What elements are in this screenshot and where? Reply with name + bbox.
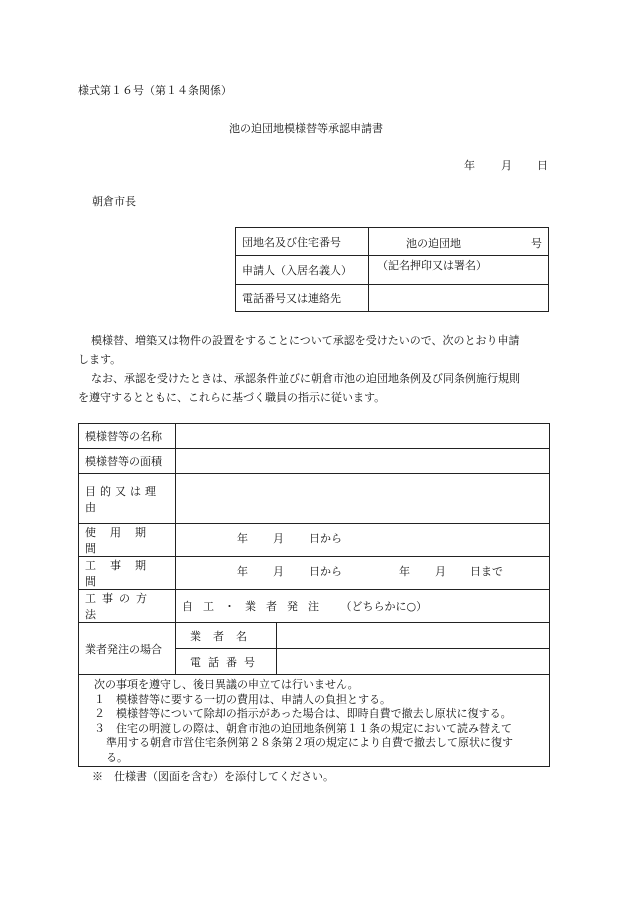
usage-period-field[interactable]: [176, 524, 550, 557]
alteration-area-field[interactable]: [176, 449, 550, 474]
work-end-month: 月: [435, 565, 446, 578]
alteration-name-field[interactable]: [176, 424, 550, 449]
purpose-field[interactable]: [176, 474, 550, 524]
label-contractor-case: 業者発注の場合: [79, 623, 176, 675]
label-work-method: 工事の方法: [79, 590, 176, 623]
date-day: 日: [537, 159, 548, 172]
label-work-period: 工事期間: [79, 557, 176, 590]
work-method-options: 自工・業者発注: [182, 600, 329, 613]
contractor-phone-field[interactable]: [277, 649, 550, 675]
condition-3-line-2: 準用する朝倉市営住宅条例第２８条第２項の規定により自費で撤去して原状に復す: [106, 736, 513, 749]
work-start-month: 月: [273, 565, 284, 578]
seal-signature-note: （記名押印又は署名）: [377, 259, 487, 272]
usage-month: 月: [273, 532, 284, 545]
usage-year: 年: [237, 532, 248, 545]
body-paragraph-1-line-1: 模様替、増築又は物件の設置をすることについて承認を受けたいので、次のとおり申請: [91, 334, 520, 347]
main-table: [78, 423, 550, 767]
work-period-field[interactable]: [176, 557, 550, 590]
label-alteration-name: 模様替等の名称: [79, 424, 176, 449]
work-start-day: 日から: [309, 565, 342, 578]
label-purpose: 目的又は理由: [79, 474, 176, 524]
label-contact: 電話番号又は連絡先: [236, 285, 369, 312]
condition-2: ２ 模様替等について除却の指示があった場合は、即時自費で撤去し原状に復する。: [94, 707, 512, 720]
work-end-day: 日まで: [470, 565, 503, 578]
label-contractor-phone: 電話番号: [176, 649, 277, 675]
complex-name: 池の迫団地: [406, 237, 461, 250]
conditions-box: [79, 675, 550, 767]
house-number-suffix: 号: [531, 237, 542, 250]
work-start-year: 年: [237, 565, 248, 578]
contact-field[interactable]: [369, 285, 549, 312]
complex-house-number-field[interactable]: [369, 228, 549, 256]
document-title: 池の迫団地模様替等承認申請書: [229, 122, 383, 135]
work-method-field[interactable]: [176, 590, 550, 623]
label-applicant: 申請人（入居名義人）: [236, 256, 369, 285]
applicant-table: [235, 227, 549, 312]
condition-3-line-3: る。: [106, 750, 128, 764]
usage-day-from: 日から: [309, 532, 342, 545]
form-number: 様式第１６号（第１４条関係）: [78, 84, 232, 97]
condition-3-line-1: ３ 住宅の明渡しの際は、朝倉市池の迫団地条例第１１条の規定において読み替えて: [94, 721, 512, 735]
work-end-year: 年: [399, 565, 410, 578]
applicant-field[interactable]: [369, 256, 549, 285]
contractor-name-field[interactable]: [277, 623, 550, 649]
date-month: 月: [501, 159, 512, 172]
label-usage-period: 使用期間: [79, 524, 176, 557]
condition-1: １ 模様替等に要する一切の費用は、申請人の負担とする。: [94, 692, 391, 706]
footnote: ※ 仕様書（図面を含む）を添付してください。: [92, 770, 334, 783]
body-paragraph-1-line-2: します。: [78, 353, 122, 366]
date-year: 年: [464, 159, 475, 172]
work-method-note: （どちらかに○）: [340, 600, 428, 613]
body-paragraph-2-line-2: を遵守するとともに、これらに基づく職員の指示に従います。: [78, 391, 386, 404]
label-complex-house-number: 団地名及び住宅番号: [236, 228, 369, 256]
label-alteration-area: 模様替等の面積: [79, 449, 176, 474]
addressee: 朝倉市長: [92, 195, 136, 208]
label-contractor-name: 業者名: [176, 623, 277, 649]
body-paragraph-2-line-1: なお、承認を受けたときは、承認条件並びに朝倉市池の迫団地条例及び同条例施行規則: [91, 372, 520, 385]
conditions-intro: 次の事項を遵守し、後日異議の申立ては行いません。: [94, 678, 359, 691]
